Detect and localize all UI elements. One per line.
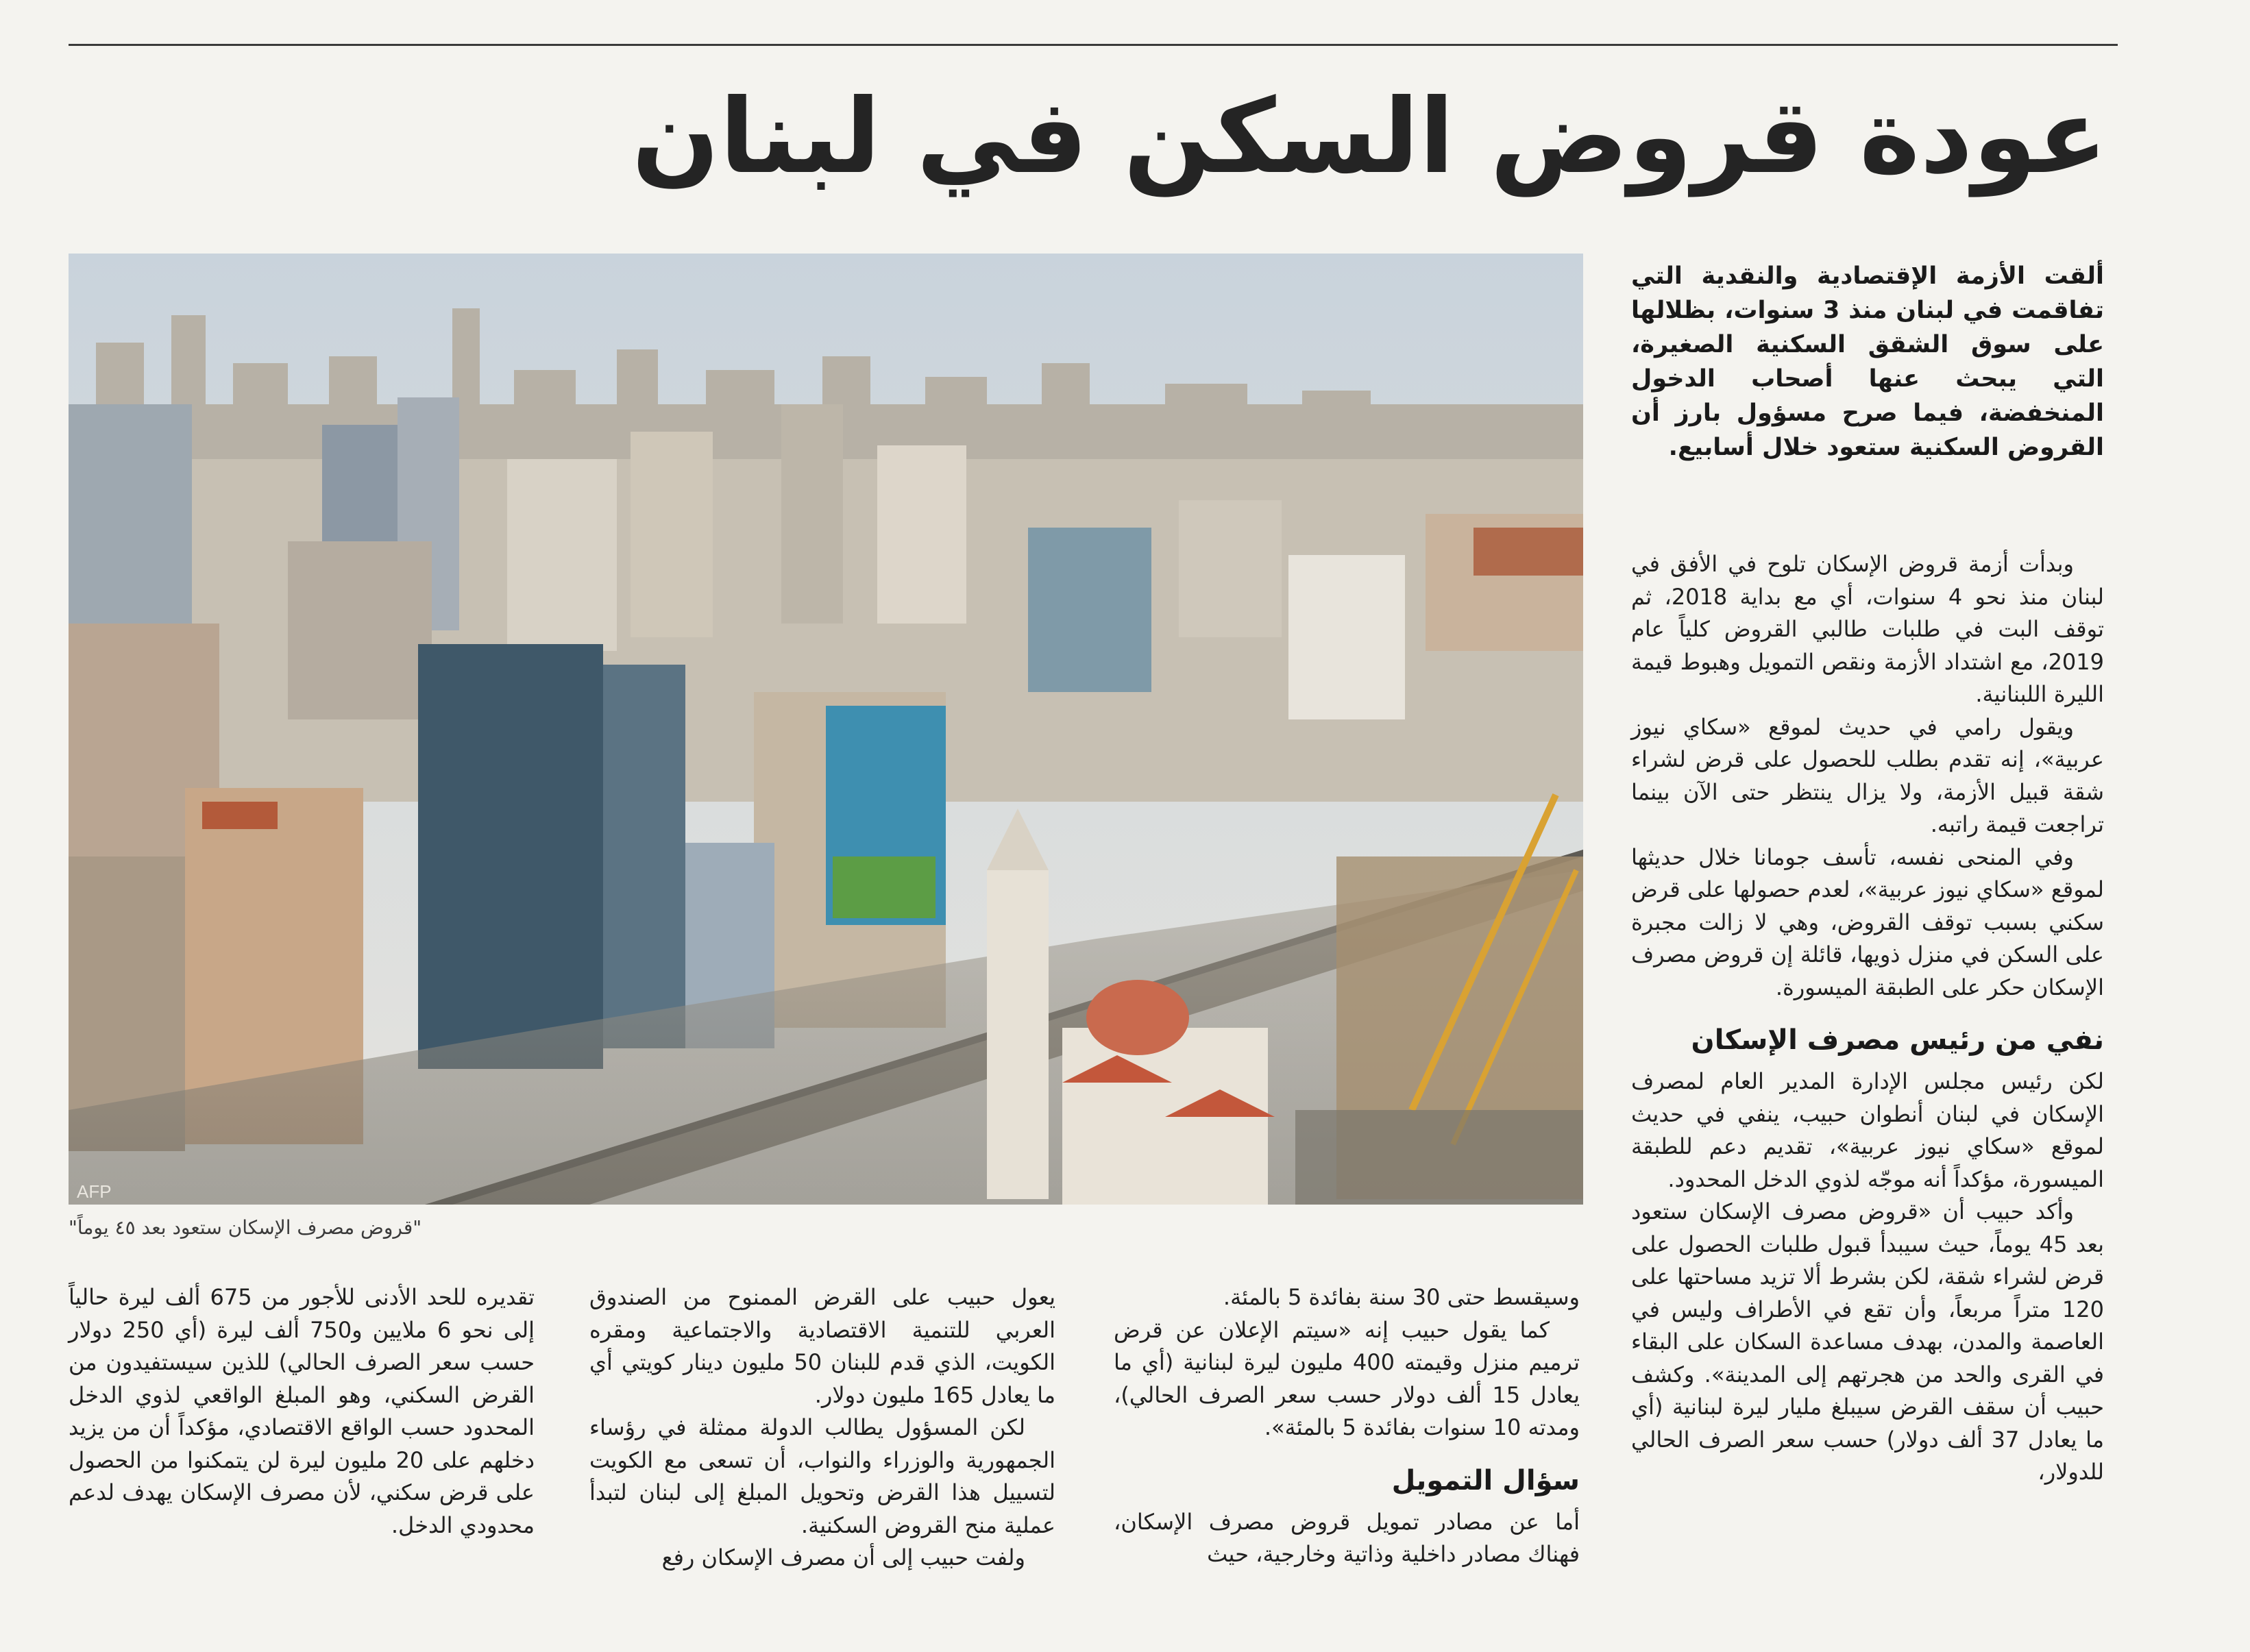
paragraph: ولفت حبيب إلى أن مصرف الإسكان رفع xyxy=(661,1544,1025,1570)
paragraph: يعول حبيب على القرض الممنوح من الصندوق العربي للتنمية الاقتصادية والاجتماعية ومقره الكويت، الذي قدم للبنان 50 مليون دينار كويتي أي ما يعادل 165 مليون دولار. xyxy=(589,1284,1056,1408)
paragraph: وسيقسط حتى 30 سنة بفائدة 5 بالمئة. xyxy=(1223,1284,1580,1310)
paragraph: وأكد حبيب أن «قروض مصرف الإسكان ستعود بعد 45 يوماً، حيث سيبدأ قبول طلبات الحصول على قرض لشراء شقة، لكن بشرط ألا تزيد مساحتها على 120 متراً مربعاً، وأن تقع في الأطراف وليس في العاصمة والمدن، بهدف مساعدة السكان على البقاء في القرى والحد من هجرتهم إلى المدينة». وكشف حبيب أن سقف القرض سيبلغ مليار ليرة لبنانية (أي ما يعادل 37 ألف دولار) حسب سعر الصرف الحالي للدولار، xyxy=(1631,1198,2105,1485)
top-rule xyxy=(69,44,2118,46)
news-photo xyxy=(69,254,1583,1205)
paragraph: لكن المسؤول يطالب الدولة ممثلة في رؤساء الجمهورية والوزراء والنواب، أن تسعى مع الكويت لتسييل هذا القرض وتحويل المبلغ إلى لبنان لتبدأ عملية منح القروض السكنية. xyxy=(589,1414,1055,1538)
glass-tower xyxy=(418,644,603,1069)
headline: عودة قروض السكن في لبنان xyxy=(631,77,2107,197)
lede: ألقت الأزمة الإقتصادية والنقدية التي تفاقمت في لبنان منذ 3 سنوات، بظلالها على سوق الشقق السكنية الصغيرة، التي يبحث عنها أصحاب الدخول المنخفضة، فيما صرح مسؤول بارز أن القروض السكنية ستعود خلال أسابيع. xyxy=(1631,262,2104,461)
paragraph: كما يقول حبيب إنه «سيتم الإعلان عن قرض ترميم منزل وقيمته 400 مليون ليرة لبنانية (أي ما يعادل 15 ألف دولار حسب سعر الصرف الحالي)، ومدته 10 سنوات بفائدة 5 بالمئة». xyxy=(1114,1316,1580,1440)
paragraph: تقديره للحد الأدنى للأجور من 675 ألف ليرة حالياً إلى نحو 6 ملايين و750 ألف ليرة (أي 250 دولار حسب سعر الصرف الحالي) للذين سيستفيدون من القرض السكني، وهو المبلغ الواقعي لذوي الدخل المحدود حسب الواقع الاقتصادي، مؤكداً أن من يزيد دخلهم على 20 مليون ليرة لن يتمكنوا من الحصول على قرض سكني، لأن مصرف الإسكان يهدف لدعم محدودي الدخل. xyxy=(69,1284,535,1538)
beirut-cityscape-image xyxy=(69,254,1583,1205)
subheading-denial: نفي من رئيس مصرف الإسكان xyxy=(1691,1024,2104,1056)
article-column-3 xyxy=(589,1281,1055,1575)
subheading-funding: سؤال التمويل xyxy=(1391,1464,1580,1496)
article-column-1 xyxy=(1631,548,2104,1489)
paragraph: ويقول رامي في حديث لموقع «سكاي نيوز عربية»، إنه تقدم بطلب للحصول على قرض لشراء شقة قبيل الأزمة، ولا يزال ينتظر حتى الآن بينما تراجعت قيمة راتبه. xyxy=(1631,713,2104,837)
paragraph: وبدأت أزمة قروض الإسكان تلوح في الأفق في لبنان منذ نحو 4 سنوات، أي مع بداية 2018، ثم توقف البت في طلبات طالبي القروض كلياً عام 2019، مع اشتداد الأزمة ونقص التمويل وهبوط قيمة الليرة اللبنانية. xyxy=(1631,551,2105,707)
paragraph: وفي المنحى نفسه، تأسف جومانا خلال حديثها لموقع «سكاي نيوز عربية»، لعدم حصولها على قرض سكني بسبب توقف القروض، وهي لا زالت مجبرة على السكن في منزل ذويها، قائلة إن قروض مصرف الإسكان حكر على الطبقة الميسورة. xyxy=(1631,843,2104,1000)
paragraph: لكن رئيس مجلس الإدارة المدير العام لمصرف الإسكان في لبنان أنطوان حبيب، ينفي في حديث لموقع «سكاي نيوز عربية»، تقديم دعم للطبقة الميسورة، مؤكداً أنه موجّه لذوي الدخل المحدود. xyxy=(1631,1068,2104,1192)
photo-caption-text: "قروض مصرف الإسكان ستعود بعد ٤٥ يوماً" xyxy=(69,1216,422,1239)
photo-credit: AFP xyxy=(77,1181,112,1202)
paragraph: أما عن مصادر تمويل قروض مصرف الإسكان، فهناك مصادر داخلية وذاتية وخارجية، حيث xyxy=(1114,1508,1580,1567)
article-column-4 xyxy=(69,1281,535,1542)
article-column-2 xyxy=(1114,1281,1580,1571)
photo-caption xyxy=(69,1213,1583,1243)
